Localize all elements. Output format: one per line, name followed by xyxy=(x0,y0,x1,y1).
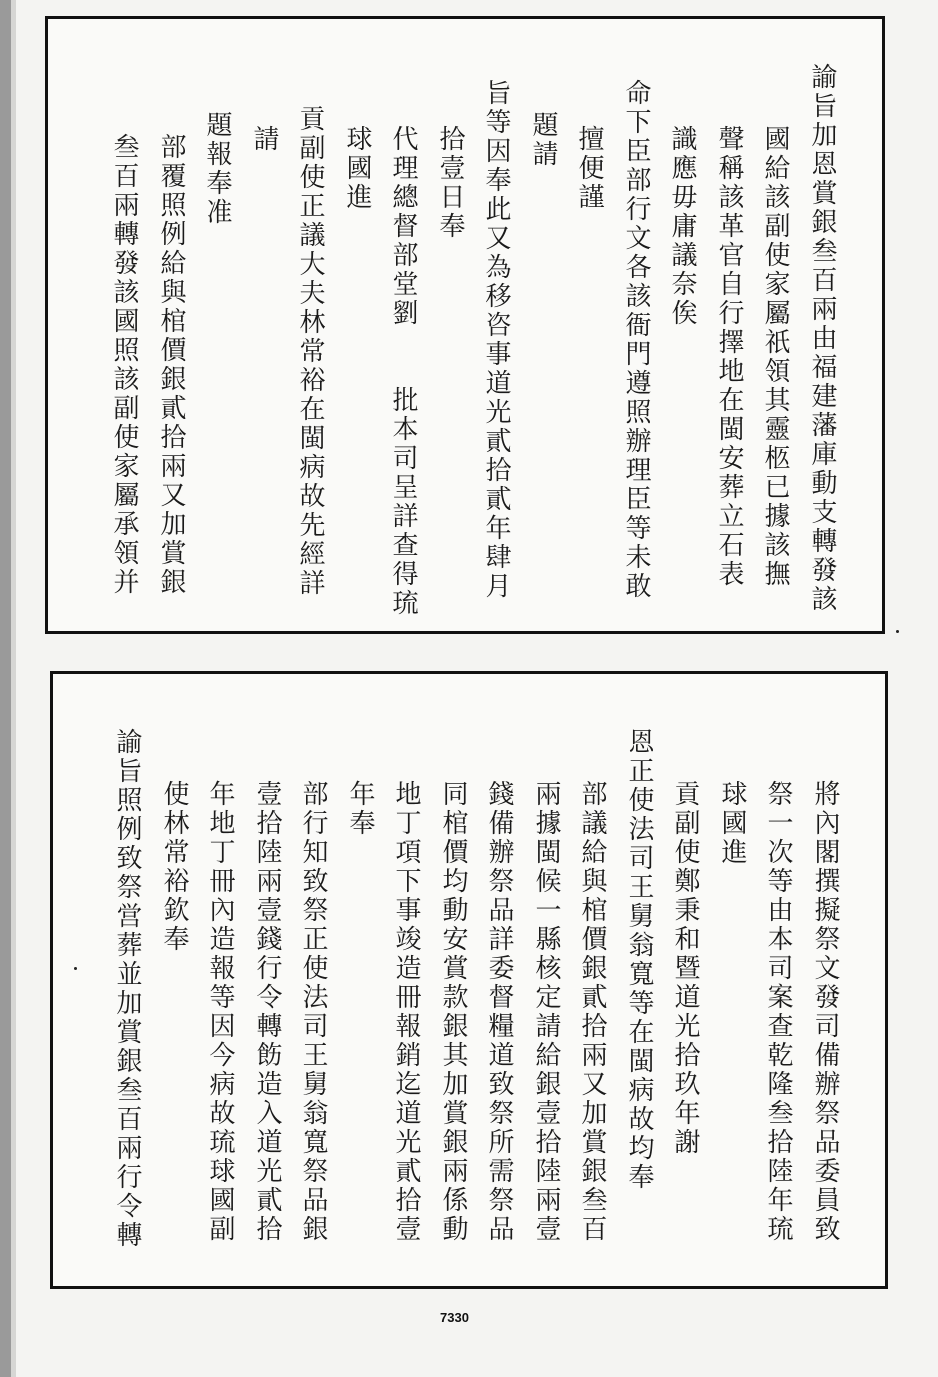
text-column: 代理總督部堂劉 批本司呈詳查得琉 xyxy=(388,125,418,618)
scan-left-edge-shadow xyxy=(11,0,16,1377)
text-column: 將內閣撰擬祭文發司備辦祭品委員致 xyxy=(810,780,840,1244)
text-column: 命下臣部行文各該衙門遵照辦理臣等未敢 xyxy=(621,79,651,601)
text-column: 同棺價均動安賞款銀其加賞銀兩係動 xyxy=(438,780,468,1244)
text-column: 諭旨加恩賞銀叁百兩由福建藩庫動支轉發該 xyxy=(807,63,837,614)
text-column: 識應毋庸議奈俟 xyxy=(667,125,697,328)
text-column: 叁百兩轉發該國照該副使家屬承領并 xyxy=(109,133,139,597)
text-column: 部議給與棺價銀貳拾兩又加賞銀叁百 xyxy=(577,780,607,1244)
text-column: 聲稱該革官自行擇地在閩安葬立石表 xyxy=(714,125,744,589)
text-column: 兩據閩候一縣核定請給銀壹拾陸兩壹 xyxy=(531,780,561,1244)
text-column: 拾壹日奉 xyxy=(435,125,465,241)
text-column: 國給該副使家屬祇領其靈柩已據該撫 xyxy=(760,125,790,589)
text-column: 球國進 xyxy=(717,780,747,867)
text-column: 球國進 xyxy=(342,125,372,212)
text-column: 恩正使法司王舅翁寬等在閩病故均奉 xyxy=(624,728,654,1192)
text-column: 請 xyxy=(249,125,279,154)
text-column: 部行知致祭正使法司王舅翁寬祭品銀 xyxy=(298,780,328,1244)
page-number: 7330 xyxy=(440,1310,469,1325)
text-column: 年奉 xyxy=(345,780,375,838)
text-column: 錢備辦祭品詳委督糧道致祭所需祭品 xyxy=(484,780,514,1244)
top-text-panel xyxy=(45,16,885,634)
text-column: 旨等因奉此又為移咨事道光貳拾貳年肆月 xyxy=(481,79,511,601)
scan-speck xyxy=(896,630,899,633)
text-column: 貢副使正議大夫林常裕在閩病故先經詳 xyxy=(295,105,325,598)
scan-left-edge xyxy=(0,0,11,1377)
scan-speck xyxy=(74,967,77,970)
text-column: 地丁項下事竣造冊報銷迄道光貳拾壹 xyxy=(391,780,421,1244)
text-column: 使林常裕欽奉 xyxy=(159,780,189,954)
text-column: 年地丁冊內造報等因今病故琉球國副 xyxy=(205,780,235,1244)
text-column: 部覆照例給與棺價銀貳拾兩又加賞銀 xyxy=(156,133,186,597)
text-column: 貢副使鄭秉和暨道光拾玖年謝 xyxy=(670,780,700,1157)
bottom-text-panel xyxy=(50,671,888,1289)
text-column: 祭一次等由本司案查乾隆叁拾陸年琉 xyxy=(763,780,793,1244)
text-column: 題報奉准 xyxy=(202,111,232,227)
text-column: 諭旨照例致祭営葬並加賞銀叁百兩行令轉 xyxy=(112,728,142,1250)
text-column: 擅便謹 xyxy=(574,125,604,212)
text-column: 題請 xyxy=(528,111,558,169)
text-column: 壹拾陸兩壹錢行令轉飭造入道光貳拾 xyxy=(252,780,282,1244)
